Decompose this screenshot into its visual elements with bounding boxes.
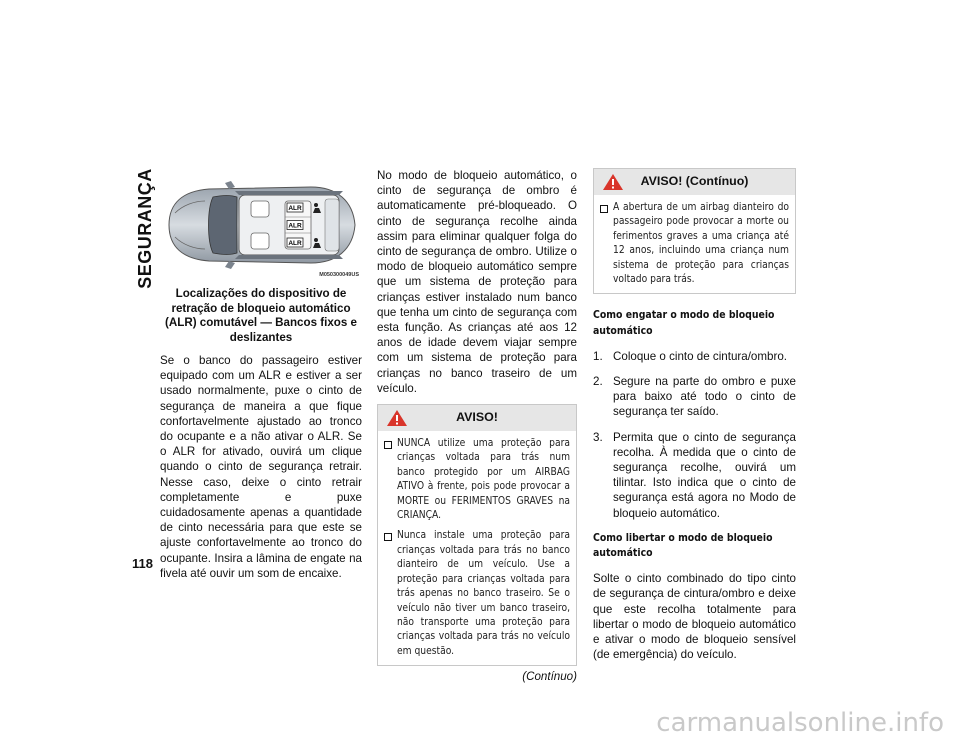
warning-item-text: NUNCA utilize uma proteção para crianças voltada para trás num banco protegido por um AIRBAG ATIVO à frente, pois pode provocar a MORTE ou FERIMENTOS GRAVES na CRIANÇA. (397, 438, 570, 522)
warning-triangle-icon (386, 408, 408, 428)
checkbox-bullet-icon (384, 533, 392, 541)
alr-label-2: ALR (288, 222, 302, 230)
warning-item (378, 431, 576, 523)
warning-continued-box (593, 168, 796, 294)
page-number: 118 (132, 556, 153, 571)
warning-item (594, 195, 795, 287)
step-number: 1. (593, 349, 603, 363)
heading-engage-auto-lock: Como engatar o modo de bloqueio automático (593, 309, 775, 337)
auto-lock-mode-paragraph: No modo de bloqueio automático, o cinto de segurança de ombro é automaticamente pré-bloqueado. O cinto de segurança recolhe ainda assim para eliminar qualquer folga do cinto de segurança de ombro. Utilize o modo de bloqueio automático sempre que um sistema de proteção para crianças estiver instalado num banco que tenha um cinto de segurança com esta função. As crianças até aos 12 anos de idade devem viajar sempre com um sistema de proteção para crianças no banco traseiro de um veículo. (377, 169, 577, 395)
section-tab-label: SEGURANÇA (134, 167, 155, 289)
list-item (593, 349, 796, 364)
warning-header (594, 169, 795, 195)
engage-steps-list (593, 349, 796, 521)
column-2 (377, 168, 577, 684)
step-number: 2. (593, 375, 603, 389)
warning-item (378, 523, 576, 659)
warning-header (378, 405, 576, 431)
continued-label: (Contínuo) (522, 670, 577, 684)
warning-triangle-icon (602, 172, 624, 192)
car-top-view-icon (161, 175, 361, 275)
step-text: Permita que o cinto de segurança recolha. À medida que o cinto de segurança recolhe, ouvirá um tilintar. Isto indica que o cinto de segurança está agora no Modo de bloqueio automático. (613, 430, 796, 520)
column-1 (160, 175, 362, 581)
vehicle-top-view-figure (161, 175, 361, 283)
list-item (593, 374, 796, 420)
list-item (593, 430, 796, 521)
step-text: Coloque o cinto de cintura/ombro. (613, 349, 788, 363)
column-3 (593, 168, 796, 663)
release-paragraph: Solte o cinto combinado do tipo cinto de segurança de cintura/ombro e deixe que este recolha totalmente para libertar o modo de bloqueio automático e ativar o modo de bloqueio sensível (de emergência) do veículo. (593, 572, 796, 662)
step-text: Segure na parte do ombro e puxe para baixo até todo o cinto de segurança ter saído. (613, 375, 796, 419)
alr-label-3: ALR (288, 240, 302, 247)
warning-item-text: Nunca instale uma proteção para crianças voltada para trás no banco dianteiro de um veículo. Use a proteção para crianças voltada para trás apenas no banco traseiro. Se o veículo não tiver um banco traseiro, não transporte uma proteção para crianças voltada para trás no veículo em questão. (397, 530, 570, 657)
step-number: 3. (593, 430, 603, 444)
figure-caption: Localizações do dispositivo de retração de bloqueio automático (ALR) comutável — Bancos fixos e deslizantes (165, 287, 357, 344)
figure-code: M050300049US (319, 271, 359, 278)
heading-release-auto-lock: Como libertar o modo de bloqueio automático (593, 531, 773, 560)
checkbox-bullet-icon (384, 441, 392, 449)
warning-item-text: A abertura de um airbag dianteiro do passageiro pode provocar a morte ou ferimentos graves a uma criança até 12 anos, incluindo uma criança num sistema de proteção para crianças voltado para trás. (613, 202, 789, 286)
section-tab (128, 167, 162, 289)
warning-title: AVISO! (Contínuo) (640, 174, 749, 189)
alr-label-1: ALR (288, 205, 302, 212)
watermark: carmanualsonline.info (656, 708, 944, 738)
alr-passenger-paragraph: Se o banco do passageiro estiver equipado com um ALR e estiver a ser usado normalmente, puxe o cinto de segurança de maneira a que fique confortavelmente ajustado ao tronco do ocupante e a não ativar o ALR. Se o ALR for ativado, ouvirá um clique quando o cinto de segurança retrair. Nesse caso, deixe o cinto retrair completamente e puxe cuidadosamente apenas a quantidade de cinto necessária para que este se ajuste confortavelmente ao tronco do ocupante. Insira a lâmina de engate na fivela até ouvir um som de encaixe. (160, 354, 362, 580)
warning-title: AVISO! (456, 410, 498, 425)
checkbox-bullet-icon (600, 205, 608, 213)
warning-box (377, 404, 577, 666)
